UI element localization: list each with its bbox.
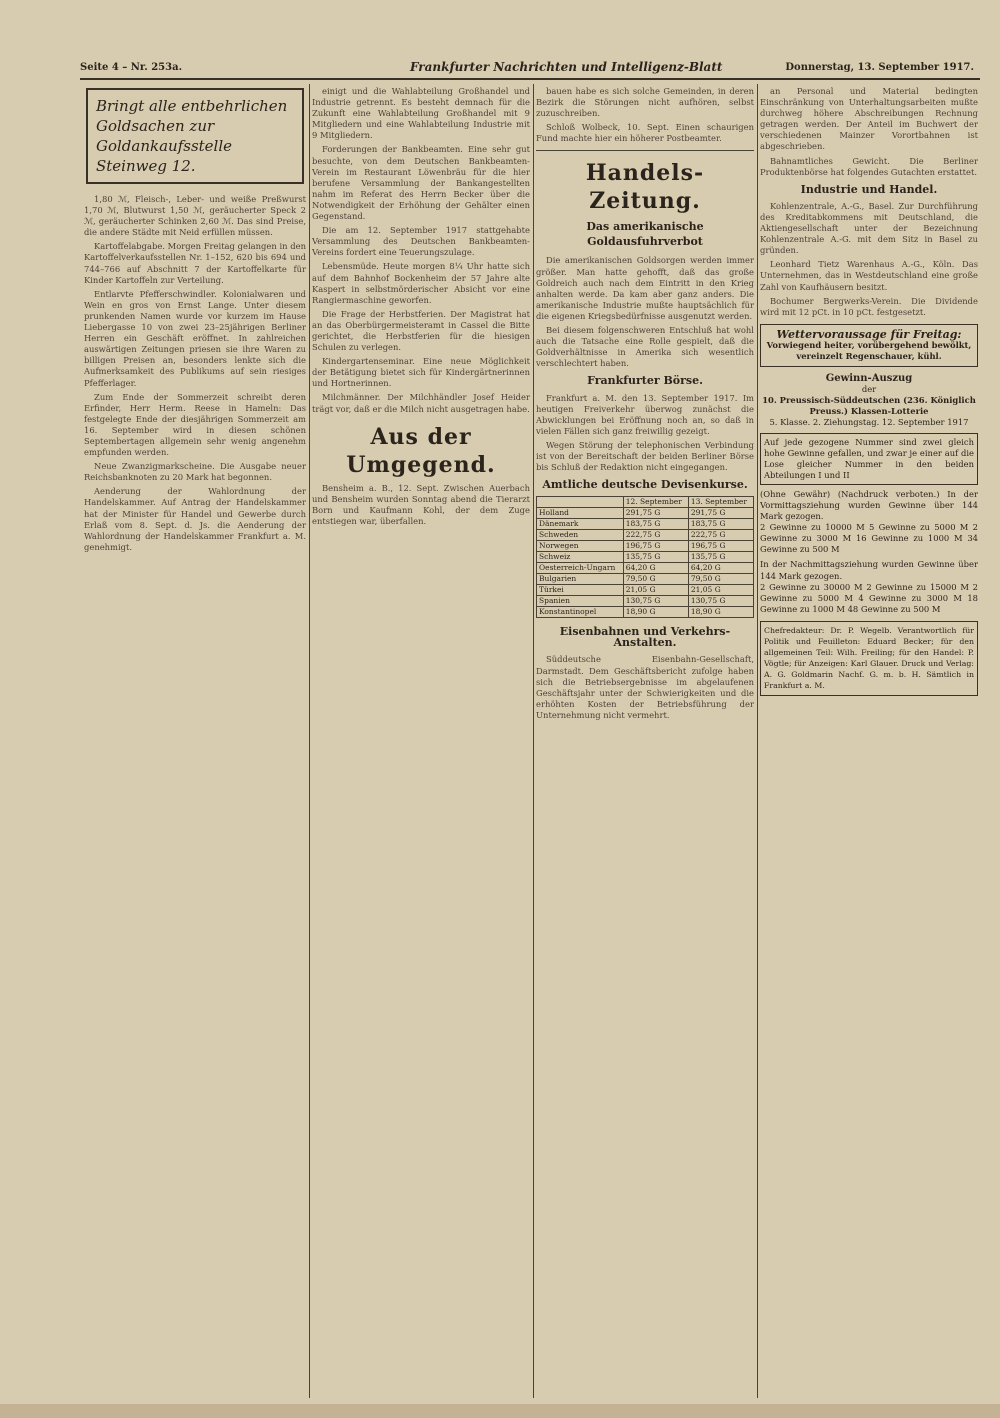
table-cell: 79,50 G [623, 574, 688, 585]
column-1 [84, 86, 306, 1394]
table-cell: 183,75 G [688, 519, 753, 530]
column-4 [760, 86, 978, 1394]
section-heading-handelszeitung: Handels-Zeitung. [585, 160, 705, 215]
lottery-der: der [861, 384, 877, 395]
weather-text: Vorwiegend heiter, vorübergehend bewölkt, vereinzelt Regenschauer, kühl. [766, 339, 972, 361]
section-heading-boerse: Frankfurter Börse. [587, 374, 703, 388]
table-cell: Türkei [537, 585, 624, 596]
article-paragraph: Lebensmüde. Heute morgen 8¼ Uhr hatte sich auf dem Bahnhof Bockenheim der 57 Jahre alte Kaspert in selbstmörderischer Absicht vor eine Rangiermaschine geworfen. [312, 261, 530, 305]
table-cell: 291,75 G [623, 508, 688, 519]
article-paragraph: 1,80 ℳ, Fleisch-, Leber- und weiße Preßwurst 1,70 ℳ, Blutwurst 1,50 ℳ, geräucherter Speck 2 ℳ, geräucherter Schinken 2,60 ℳ. Das sind Preise, die andere Städte mit Neid erfüllen müssen. [84, 194, 306, 238]
lottery-name: 10. Preussisch-Süddeutschen (236. Königlich Preuss.) Klassen-Lotterie [762, 395, 976, 417]
lottery-section [760, 373, 978, 615]
lottery-afternoon-wins: 2 Gewinne zu 30000 M 2 Gewinne zu 15000 M 2 Gewinne zu 5000 M 4 Gewinne zu 3000 M 18 Gewinne zu 1000 M 48 Gewinne zu 500 M [760, 581, 978, 614]
article-paragraph: Leonhard Tietz Warenhaus A.-G., Köln. Das Unternehmen, das in Westdeutschland eine große Zahl von Kaufhäusern besitzt. [760, 259, 978, 292]
imprint: Chefredakteur: Dr. P. Wegelb. Verantwortlich für Politik und Feuilleton: Eduard Becker; für den allgemeinen Teil: Wilh. Freiling; für den Handel: P. Vögtle; für Anzeigen: Karl Glauer. Druck und Verlag: A. G. Goldmarin Nachf. G. m. b. H. Sämtlich in Frankfurt a. M. [760, 621, 978, 696]
table-cell: Dänemark [537, 519, 624, 530]
article-paragraph: Forderungen der Bankbeamten. Eine sehr gut besuchte, von dem Deutschen Bankbeamten-Verein im Restaurant Löwenbräu für die hier berufene Versammlung der Bankangestellten nahm im Referat des Herrn Becker über die Notwendigkeit der Erhöhung der Gehälter einen Gegenstand. [312, 144, 530, 222]
table-row [537, 585, 754, 596]
article-paragraph: Bahnamtliches Gewicht. Die Berliner Produktenbörse hat folgendes Gutachten erstattet. [760, 155, 978, 177]
table-cell: 196,75 G [623, 541, 688, 552]
table-header: 12. September [623, 497, 688, 508]
table-cell: 196,75 G [688, 541, 753, 552]
article-paragraph: Süddeutsche Eisenbahn-Gesellschaft, Darmstadt. Dem Geschäftsbericht zufolge haben sich die Betriebsergebnisse im abgelaufenen Geschäftsjahr unter der Schwierigkeiten und die erhöhten Kosten der Betriebsführung der Unternehmung nicht vermehrt. [536, 654, 754, 720]
weather-box [760, 324, 978, 367]
article-paragraph: Bensheim a. B., 12. Sept. Zwischen Auerbach und Bensheim wurden Sonntag abend die Tierarzt Born und Kaufmann Kohl, der dem Zuge entstiegen war, überfallen. [312, 482, 530, 526]
page-bottom-edge [0, 1404, 1000, 1418]
article-paragraph: Aenderung der Wahlordnung der Handelskammer. Auf Antrag der Handelskammer hat der Minister für Handel und Gewerbe durch Erlaß vom 8. Sept. d. Js. die Aenderung der Wahlordnung der Handelskammer Frankfurt a. M. genehmigt. [84, 486, 306, 552]
article-paragraph: Wegen Störung der telephonischen Verbindung ist von der Bereitschaft der beiden Berliner Börse bis Schluß der Redaktion nicht eingegangen. [536, 439, 754, 473]
issue-date: Donnerstag, 13. September 1917. [785, 62, 974, 73]
lottery-morning-wins: 2 Gewinne zu 10000 M 5 Gewinne zu 5000 M 2 Gewinne zu 3000 M 16 Gewinne zu 1000 M 34 Gewinne zu 500 M [760, 522, 978, 555]
article-paragraph: Milchmänner. Der Milchhändler Josef Heider trägt vor, daß er die Milch nicht ausgetragen habe. [312, 392, 530, 414]
table-row [537, 607, 754, 618]
table-cell: 135,75 G [688, 552, 753, 563]
lottery-afternoon-intro: In der Nachmittagsziehung wurden Gewinne über 144 Mark gezogen. [760, 559, 978, 581]
table-cell: Schweden [537, 530, 624, 541]
devisen-title: Amtliche deutsche Devisenkurse. [542, 478, 748, 492]
table-cell: 222,75 G [688, 530, 753, 541]
article-paragraph: einigt und die Wahlabteilung Großhandel und Industrie getrennt. Es besteht demnach für die Zukunft eine Wahlabteilung Großhandel mit 9 Mitgliedern und eine Wahlabteilung Industrie mit 9 Mitgliedern. [312, 86, 530, 141]
article-paragraph: Die am 12. September 1917 stattgehabte Versammlung des Deutschen Bankbeamten-Vereins fordert eine Teuerungszulage. [312, 225, 530, 258]
table-cell: 222,75 G [623, 530, 688, 541]
table-cell: Konstantinopel [537, 607, 624, 618]
article-paragraph: Die amerikanischen Goldsorgen werden immer größer. Man hatte gehofft, daß das große Goldreich auch nach dem Eintritt in den Krieg anhalten werde. Da kam aber ganz anders. Die amerikanische Industrie mußte hauptsächlich für die eigenen Kriegsbedürfnisse ausgenutzt werden. [536, 255, 754, 321]
page-number: Seite 4 – Nr. 253a. [80, 62, 183, 73]
table-cell: Norwegen [537, 541, 624, 552]
table-cell: 130,75 G [623, 596, 688, 607]
table-row [537, 563, 754, 574]
table-cell: 79,50 G [688, 574, 753, 585]
article-paragraph: Kartoffelabgabe. Morgen Freitag gelangen in den Kartoffelverkaufsstellen Nr. 1–152, 620 bis 694 und 744–766 auf Abschnitt 7 der Kartoffelkarte für Kinder Kartoffeln zur Verteilung. [84, 241, 306, 285]
article-paragraph: Die Frage der Herbstferien. Der Magistrat hat an das Oberbürgermeisteramt in Cassel die Bitte gerichtet, die Herbstferien für die hiesigen Schulen zu verlegen. [312, 308, 530, 353]
article-paragraph: Entlarvte Pfefferschwindler. Kolonialwaren und Wein en gros von Ernst Lange. Unter diesem prunkenden Namen wurde vor kurzem im Hause Liebergasse 10 von zwei 23–25jährigen Berliner Herren ein Geschäft eröffnet. In zahlreichen auswärtigen Zeitungen priesen sie ihre Waren zu billigen Preisen an, besonders lenkte sich die Aufmerksamkeit des Publikums auf sein riesiges Pfefferlager. [84, 288, 306, 388]
article-paragraph: Frankfurt a. M. den 13. September 1917. Im heutigen Freiverkehr überwog zunächst die Abwicklungen bei Eröffnung noch an, so daß in vielen Fällen sich ganz freiwillig gezeigt. [536, 392, 754, 436]
column-2 [312, 86, 530, 1394]
divider [536, 150, 754, 151]
table-cell: Holland [537, 508, 624, 519]
section-heading-industrie: Industrie und Handel. [800, 182, 938, 196]
table-cell: 64,20 G [688, 563, 753, 574]
article-title-goldausfuhr: Das amerikanische Goldausfuhrverbot [586, 220, 704, 249]
table-row [537, 541, 754, 552]
masthead [80, 58, 980, 80]
table-row [537, 596, 754, 607]
table-cell: Spanien [537, 596, 624, 607]
table-cell: 135,75 G [623, 552, 688, 563]
article-paragraph: Kindergartenseminar. Eine neue Möglichkeit der Betätigung bietet sich für Kindergärtnerinnen und Hortnerinnen. [312, 356, 530, 389]
article-paragraph: Kohlenzentrale, A.-G., Basel. Zur Durchführung des Kreditabkommens mit Deutschland, die Aktiengesellschaft unter der Bezeichnung Kohlenzentrale A.-G. mit dem Sitz in Basel zu gründen. [760, 200, 978, 256]
article-paragraph: Schloß Wolbeck, 10. Sept. Einen schaurigen Fund machte hier ein höherer Postbeamter. [536, 122, 754, 144]
article-paragraph: Bochumer Bergwerks-Verein. Die Dividende wird mit 12 pCt. in 10 pCt. festgesetzt. [760, 295, 978, 317]
table-cell: Oesterreich-Ungarn [537, 563, 624, 574]
table-row [537, 519, 754, 530]
table-cell: 130,75 G [688, 596, 753, 607]
table-row [537, 552, 754, 563]
article-paragraph: bauen habe es sich solche Gemeinden, in deren Bezirk die Störungen nicht aufhören, selbst zuzuschreiben. [536, 86, 754, 119]
table-cell: 21,05 G [688, 585, 753, 596]
lottery-class: 5. Klasse. 2. Ziehungstag. 12. September 1917 [769, 417, 969, 428]
table-cell: 18,90 G [688, 607, 753, 618]
table-row [537, 508, 754, 519]
section-heading-eisenbahnen: Eisenbahnen und Verkehrs-Anstalten. [559, 625, 731, 650]
column-rule [533, 84, 534, 1398]
table-cell: 183,75 G [623, 519, 688, 530]
table-cell: 291,75 G [688, 508, 753, 519]
column-rule [309, 84, 310, 1398]
table-cell: Bulgarien [537, 574, 624, 585]
lottery-morning-intro: (Ohne Gewähr) (Nachdruck verboten.) In der Vormittagsziehung wurden Gewinne über 144 Mark gezogen. [760, 488, 978, 522]
column-rule [757, 84, 758, 1398]
table-header: 13. September [688, 497, 753, 508]
article-paragraph: an Personal und Material bedingten Einschränkung von Unterhaltungsarbeiten mußte durchweg höhere Abschreibungen Rechnung getragen werden. Der Anteil im Buchwert der verschiedenen Mainzer Vorortbahnen ist abgeschrieben. [760, 86, 978, 152]
table-header [537, 497, 624, 508]
table-cell: 21,05 G [623, 585, 688, 596]
weather-title: Wettervoraussage für Freitag: [776, 327, 962, 341]
section-heading-umgegend: Aus der Umgegend. [346, 423, 496, 478]
table-row [537, 530, 754, 541]
table-cell: 18,90 G [623, 607, 688, 618]
newspaper-title: Frankfurter Nachrichten und Intelligenz-Blatt [410, 60, 723, 74]
article-paragraph: Bei diesem folgenschweren Entschluß hat wohl auch die Tatsache eine Rolle gespielt, daß die Goldverhältnisse in Amerika sich wesentlich verschlechtert haben. [536, 325, 754, 369]
lottery-title: Gewinn-Auszug [825, 373, 913, 385]
gold-ad-text: Bringt alle entbehrlichen Goldsachen zur Goldankaufsstelle Steinweg 12. [96, 97, 288, 175]
gold-ad-box [86, 88, 304, 184]
table-cell: Schweiz [537, 552, 624, 563]
lottery-note: Auf jede gezogene Nummer sind zwei gleich hohe Gewinne gefallen, und zwar je einer auf die Lose gleicher Nummer in den beiden Abteilungen I und II [760, 433, 978, 485]
table-row [537, 574, 754, 585]
devisen-table [536, 496, 754, 618]
column-3 [536, 86, 754, 1394]
table-cell: 64,20 G [623, 563, 688, 574]
article-paragraph: Neue Zwanzigmarkscheine. Die Ausgabe neuer Reichsbanknoten zu 20 Mark hat begonnen. [84, 461, 306, 483]
article-paragraph: Zum Ende der Sommerzeit schreibt deren Erfinder, Herr Herm. Reese in Hameln: Das festgelegte Ende der diesjährigen Sommerzeit am 16. September wird in diesen schönen Septembertagen allgemein sehr wenig angenehm empfunden werden. [84, 391, 306, 458]
